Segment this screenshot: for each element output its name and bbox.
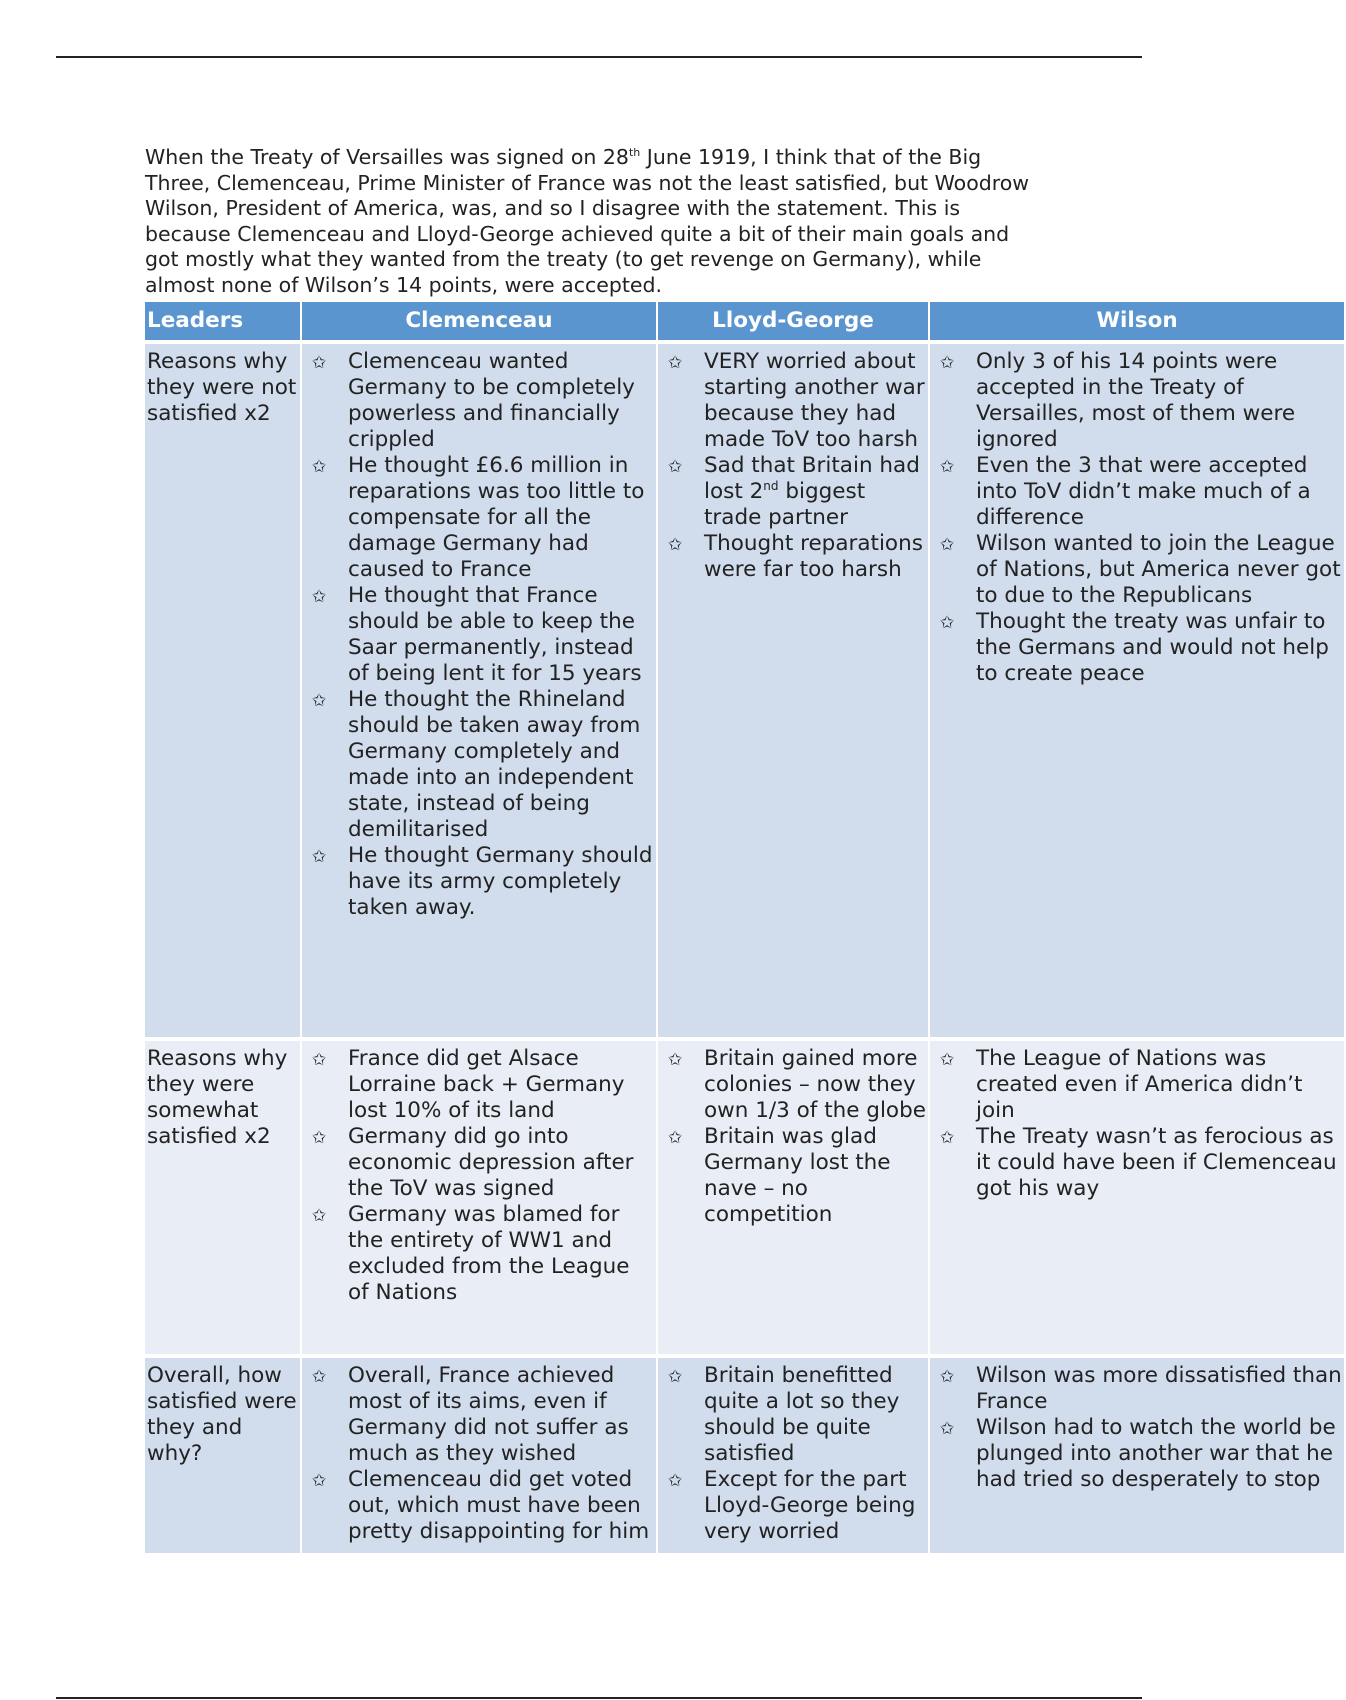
list-item: ✩ Britain benefitted quite a lot so they should be quite satisfied [668, 1363, 900, 1466]
star-outline-icon: ✩ [940, 457, 955, 477]
star-outline-icon: ✩ [668, 535, 683, 555]
star-outline-icon: ✩ [312, 691, 327, 711]
cell-lloyd-george [657, 1356, 929, 1553]
star-outline-icon: ✩ [312, 457, 327, 477]
table-header-row [145, 302, 1345, 342]
list-item: ✩ Only 3 of his 14 points were accepted in the Treaty of Versailles, most of them were ignored [940, 349, 1296, 452]
star-outline-icon: ✩ [668, 457, 683, 477]
list-item: ✩ Britain was glad Germany lost the nave – no competition [668, 1124, 891, 1227]
star-outline-icon: ✩ [312, 1128, 327, 1148]
list-item: ✩ Even the 3 that were accepted into ToV didn’t make much of a difference [940, 453, 1311, 530]
list-item: ✩ Wilson had to watch the world be plunged into another war that he had tried so desperately to stop [940, 1415, 1336, 1492]
list-item: ✩ Overall, France achieved most of its aims, even if Germany did not suffer as much as they wished [312, 1363, 629, 1466]
star-outline-icon: ✩ [940, 353, 955, 373]
star-outline-icon: ✩ [312, 847, 327, 867]
cell-lloyd-george [657, 1039, 929, 1356]
header-wilson: Wilson [929, 302, 1345, 342]
satisfaction-table-wrap [145, 302, 1342, 1552]
list-item: ✩ Wilson was more dissatisfied than France [940, 1363, 1342, 1414]
list-item: ✩ He thought the Rhineland should be taken away from Germany completely and made into an independent state, instead of being demilitarised [312, 687, 641, 842]
header-clemenceau: Clemenceau [301, 302, 657, 342]
table-row [145, 1356, 1345, 1553]
star-outline-icon: ✩ [940, 535, 955, 555]
satisfaction-table [145, 302, 1346, 1553]
intro-text-2: June 1919, I think that of the Big Three, Clemenceau, Prime Minister of France was not the least satisfied, but Woodrow Wilson, President of America, was, and so I disagree with the statement. This is because Clemenceau and Lloyd-George achieved quite a bit of their main goals and got mostly what they wanted from the treaty (to get revenge on Germany), while almost none of Wilson’s 14 points, were accepted. [145, 145, 1030, 297]
intro-superscript: th [628, 146, 641, 160]
table-row [145, 342, 1345, 1039]
top-rule [56, 56, 1142, 58]
list-item: ✩ He thought Germany should have its army completely taken away. [312, 843, 653, 920]
intro-paragraph [145, 145, 1045, 299]
list-item: ✩ The League of Nations was created even if America didn’t join [940, 1046, 1303, 1123]
list-item: ✩ He thought £6.6 million in reparations was too little to compensate for all the damage Germany had caused to France [312, 453, 645, 582]
list-item: ✩ Thought the treaty was unfair to the Germans and would not help to create peace [940, 609, 1329, 686]
list-item: ✩ The Treaty wasn’t as ferocious as it could have been if Clemenceau got his way [940, 1124, 1337, 1201]
list-item: ✩ Germany was blamed for the entirety of WW1 and excluded from the League of Nations [312, 1202, 630, 1305]
list-item: ✩ Clemenceau did get voted out, which must have been pretty disappointing for him [312, 1467, 650, 1544]
list-item: ✩ VERY worried about starting another war because they had made ToV too harsh [668, 349, 925, 452]
list-item: ✩ France did get Alsace Lorraine back + Germany lost 10% of its land [312, 1046, 625, 1123]
bottom-rule [56, 1697, 1142, 1699]
header-leaders: Leaders [145, 302, 301, 342]
star-outline-icon: ✩ [312, 1471, 327, 1491]
star-outline-icon: ✩ [312, 587, 327, 607]
star-outline-icon: ✩ [668, 1367, 683, 1387]
cell-lloyd-george [657, 342, 929, 1039]
star-outline-icon: ✩ [940, 1419, 955, 1439]
cell-wilson [929, 342, 1345, 1039]
list-item: ✩ Except for the part Lloyd-George being very worried [668, 1467, 916, 1544]
intro-text-1: When the Treaty of Versailles was signed on 28 [145, 145, 629, 169]
row-label: Overall, how satisfied were they and why? [145, 1356, 301, 1553]
star-outline-icon: ✩ [668, 1128, 683, 1148]
list-item: ✩ Britain gained more colonies – now they own 1/3 of the globe [668, 1046, 926, 1123]
list-item: ✩ Sad that Britain had lost 2nd biggest trade partner [668, 453, 920, 530]
list-item: ✩ Thought reparations were far too harsh [668, 531, 923, 582]
star-outline-icon: ✩ [668, 1050, 683, 1070]
star-outline-icon: ✩ [940, 1050, 955, 1070]
cell-wilson [929, 1039, 1345, 1356]
row-label: Reasons why they were not satisfied x2 [145, 342, 301, 1039]
header-lloyd-george: Lloyd-George [657, 302, 929, 342]
star-outline-icon: ✩ [940, 1128, 955, 1148]
list-item: ✩ Germany did go into economic depression after the ToV was signed [312, 1124, 634, 1201]
cell-clemenceau [301, 1039, 657, 1356]
star-outline-icon: ✩ [940, 1367, 955, 1387]
cell-clemenceau [301, 342, 657, 1039]
list-item: ✩ Clemenceau wanted Germany to be completely powerless and financially crippled [312, 349, 635, 452]
star-outline-icon: ✩ [668, 1471, 683, 1491]
list-item: ✩ Wilson wanted to join the League of Nations, but America never got to due to the Republicans [940, 531, 1341, 608]
row-label: Reasons why they were somewhat satisfied x2 [145, 1039, 301, 1356]
table-row [145, 1039, 1345, 1356]
cell-wilson [929, 1356, 1345, 1553]
star-outline-icon: ✩ [940, 613, 955, 633]
star-outline-icon: ✩ [312, 353, 327, 373]
star-outline-icon: ✩ [668, 353, 683, 373]
star-outline-icon: ✩ [312, 1367, 327, 1387]
cell-clemenceau [301, 1356, 657, 1553]
list-item: ✩ He thought that France should be able to keep the Saar permanently, instead of being lent it for 15 years [312, 583, 642, 686]
star-outline-icon: ✩ [312, 1050, 327, 1070]
star-outline-icon: ✩ [312, 1206, 327, 1226]
